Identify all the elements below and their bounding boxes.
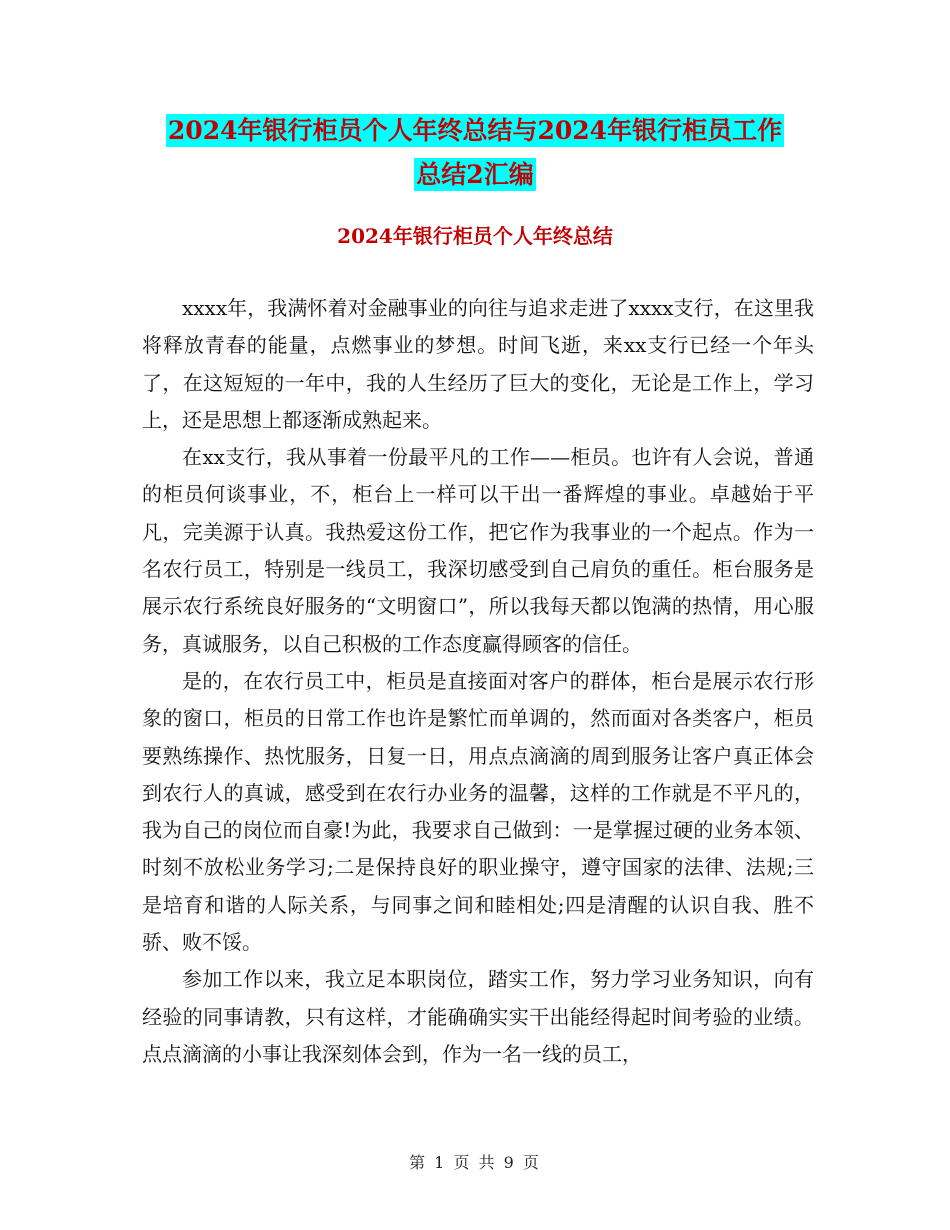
section-heading: 2024年银行柜员个人年终总结 xyxy=(337,224,613,248)
paragraph-1: xxxx年，我满怀着对金融事业的向往与追求走进了xxxx支行，在这里我将释放青春的能量，点燃事业的梦想。时间飞逝，来xx支行已经一个年头了，在这短短的一年中，我的人生经历了巨大的变化，无论是工作上，学习上，还是思想上都逐渐成熟起来。 xyxy=(142,296,814,432)
paragraph-4: 参加工作以来，我立足本职岗位，踏实工作，努力学习业务知识，向有经验的同事请教，只有这样，才能确确实实干出能经得起时间考验的业绩。点点滴滴的小事让我深刻体会到，作为一名一线的员工， xyxy=(142,967,814,1066)
paragraph-3: 是的，在农行员工中，柜员是直接面对客户的群体，柜台是展示农行形象的窗口，柜员的日常工作也许是繁忙而单调的，然而面对各类客户，柜员要熟练操作、热忱服务，日复一日，用点点滴滴的周到服务让客户真正体会到农行人的真诚，感受到在农行办业务的温馨，这样的工作就是不平凡的，我为自己的岗位而自豪!为此，我要求自己做到：一是掌握过硬的业务本领、时刻不放松业务学习;二是保持良好的职业操守，遵守国家的法律、法规;三是培育和谐的人际关系，与同事之间和睦相处;四是清醒的认识自我、胜不骄、败不馁。 xyxy=(142,668,814,955)
title-highlight-1: 2024年银行柜员个人年终总结与2024年银行柜员工作 xyxy=(167,116,783,145)
title-highlight-2: 总结2汇编 xyxy=(416,160,534,189)
paragraph-2: 在xx支行，我从事着一份最平凡的工作——柜员。也许有人会说，普通的柜员何谈事业，不，柜台上一样可以干出一番辉煌的事业。卓越始于平凡，完美源于认真。我热爱这份工作，把它作为我事业的一个起点。作为一名农行员工，特别是一线员工，我深切感受到自己肩负的重任。柜台服务是展示农行系统良好服务的“文明窗口”，所以我每天都以饱满的热情，用心服务，真诚服务，以自己积极的工作态度赢得顾客的信任。 xyxy=(142,445,814,656)
document-title-line-2 xyxy=(0,152,950,198)
body-text xyxy=(142,290,814,1073)
document-title-line-1 xyxy=(0,108,950,154)
page-footer: 第 1 页 共 9 页 xyxy=(409,1153,541,1172)
